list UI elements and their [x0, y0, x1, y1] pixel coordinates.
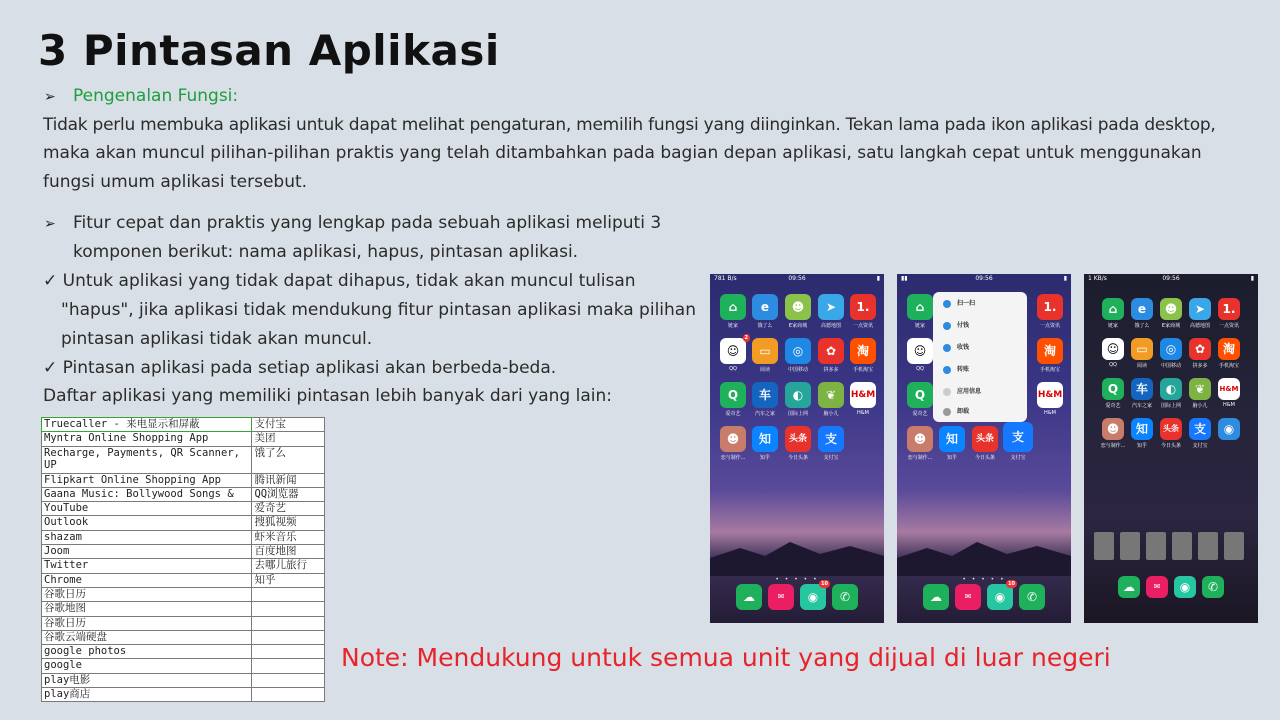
homescreen-thumbnails [1090, 532, 1252, 562]
app-lovemaker[interactable]: ☻ 恋与制作... [905, 426, 935, 461]
table-cell-cn-app [252, 587, 325, 601]
table-row [42, 502, 325, 516]
status-bar: 1 KB/s 09:56 ▮ [1088, 275, 1254, 282]
app-hm[interactable]: H&M H&M [848, 382, 878, 416]
menu-item-transfer[interactable]: 转账 [943, 364, 969, 374]
thumbnail[interactable] [1198, 532, 1218, 560]
app-autohome[interactable]: 车 汽车之家 [750, 382, 780, 417]
news-icon: 1. [1218, 298, 1240, 320]
phone-icon: ✆ [832, 584, 858, 610]
app-ejia[interactable]: ☻ E家商城 [1156, 298, 1186, 329]
table-row [42, 659, 325, 673]
gallery-icon: ✉ [1146, 576, 1168, 598]
app-qq[interactable]: ☺ QQ [905, 338, 935, 372]
trash-icon [943, 408, 951, 416]
table-row [42, 530, 325, 544]
features-bullet-icon: ➢ [44, 216, 56, 232]
penguin-icon: ☺ [907, 338, 933, 364]
table-row [42, 587, 325, 601]
iqiyi-icon: Q [907, 382, 933, 408]
table-cell-cn-app: 腾讯新闻 [252, 473, 325, 487]
app-zhihu[interactable]: 知 知乎 [1127, 418, 1157, 449]
dock-gallery[interactable] [766, 584, 796, 610]
news-icon: 1. [1037, 294, 1063, 320]
book-icon: ▭ [1131, 338, 1153, 360]
app-hm[interactable]: H&M H&M [1035, 382, 1065, 416]
pay-icon [943, 322, 951, 330]
app-toutiao[interactable]: 头条 今日头条 [783, 426, 813, 461]
check-line-2: ✓ Pintasan aplikasi pada setiap aplikasi akan berbeda-beda. [43, 358, 557, 378]
eleme-icon: e [752, 294, 778, 320]
hm-icon: H&M [1037, 382, 1063, 408]
table-cell-app: Truecaller - 来电显示和屏蔽 [42, 418, 252, 432]
table-row [42, 545, 325, 559]
app-extra[interactable] [1214, 418, 1244, 440]
apps-table [41, 417, 325, 702]
thumbnail[interactable] [1172, 532, 1192, 560]
menu-item-receive[interactable]: 收钱 [943, 342, 969, 352]
table-cell-app: 谷歌地图 [42, 602, 252, 616]
toutiao-icon: 头条 [972, 426, 998, 452]
app-naoxiaoer[interactable]: ❦ 脑小儿 [816, 382, 846, 417]
table-cell-app: Gaana Music: Bollywood Songs & [42, 487, 252, 501]
app-taobao[interactable]: 淘 手机淘宝 [1035, 338, 1065, 373]
table-cell-app: shazam [42, 530, 252, 544]
app-chinamobile[interactable]: ◎ 中国移动 [1156, 338, 1186, 369]
app-roaming[interactable]: ◐ 国际上网 [783, 382, 813, 417]
app-iqiyi[interactable]: Q 爱奇艺 [1098, 378, 1128, 409]
app-iqiyi[interactable]: Q 爱奇艺 [718, 382, 748, 417]
car-icon: 车 [1131, 378, 1153, 400]
table-cell-app: google photos [42, 645, 252, 659]
table-cell-cn-app: QQ浏览器 [252, 487, 325, 501]
intro-bullet-icon: ➢ [44, 89, 56, 105]
shop-icon: ☻ [785, 294, 811, 320]
table-cell-app: Myntra Online Shopping App [42, 432, 252, 446]
mountain-graphic [710, 536, 884, 576]
leaf-icon: ❦ [818, 382, 844, 408]
table-row [42, 446, 325, 473]
table-row [42, 645, 325, 659]
thumbnail[interactable] [1094, 532, 1114, 560]
table-cell-app: 谷歌日历 [42, 616, 252, 630]
menu-item-scan[interactable]: 扫一扫 [943, 298, 975, 308]
table-row [42, 688, 325, 702]
dock-phone[interactable] [830, 584, 860, 610]
table-row [42, 630, 325, 644]
table-row [42, 432, 325, 446]
intro-line-3: fungsi umum aplikasi tersebut. [43, 172, 308, 192]
app-alipay-pressed[interactable]: 支 支付宝 [1003, 422, 1033, 461]
dock-wechat[interactable] [921, 584, 951, 610]
dock-wechat[interactable] [734, 584, 764, 610]
dock [710, 581, 884, 614]
dock-camera[interactable] [798, 581, 828, 610]
pdd-icon: ✿ [818, 338, 844, 364]
map-icon: ➤ [1189, 298, 1211, 320]
phone-screenshot-home [710, 274, 884, 623]
status-bar: 781 B/s 09:56 ▮ [714, 275, 880, 282]
toutiao-icon: 头条 [1160, 418, 1182, 440]
table-row [42, 673, 325, 687]
app-yidian[interactable]: 1. 一点资讯 [848, 294, 878, 329]
hm-icon: H&M [850, 382, 876, 408]
features-line-1: Fitur cepat dan praktis yang lengkap pada sebuah aplikasi meliputi 3 [73, 213, 662, 233]
app-autohome[interactable]: 车 汽车之家 [1127, 378, 1157, 409]
news-icon: 1. [850, 294, 876, 320]
app-qq[interactable]: ☺ 2 QQ [718, 338, 748, 372]
camera-icon: ◉ 10 [800, 584, 826, 610]
table-cell-cn-app [252, 602, 325, 616]
app-lovemaker[interactable]: ☻ 恋与制作... [1098, 418, 1128, 449]
app-alipay[interactable]: 支 支付宝 [816, 426, 846, 461]
phone-screenshot-shortcut-menu [897, 274, 1071, 623]
table-cell-app: YouTube [42, 502, 252, 516]
table-row [42, 602, 325, 616]
app-pinduoduo[interactable]: ✿ 拼多多 [816, 338, 846, 373]
home-icon: ⌂ [907, 294, 933, 320]
taobao-icon: 淘 [1218, 338, 1240, 360]
app-toutiao[interactable]: 头条 今日头条 [970, 426, 1000, 461]
taobao-icon: 淘 [1037, 338, 1063, 364]
wechat-icon: ☁ [1118, 576, 1140, 598]
dock [897, 581, 1071, 614]
app-lianjia[interactable]: ⌂ 链家 [905, 294, 935, 329]
thumbnail[interactable] [1224, 532, 1244, 560]
home-icon: ⌂ [1102, 298, 1124, 320]
iqiyi-icon: Q [1102, 378, 1124, 400]
signal-icon: ▮▮ [901, 275, 908, 282]
alipay-icon: 支 [818, 426, 844, 452]
table-cell-cn-app: 虾米音乐 [252, 530, 325, 544]
app-naoxiaoer[interactable]: ❦ 脑小儿 [1185, 378, 1215, 409]
dock-camera[interactable] [985, 581, 1015, 610]
table-cell-cn-app: 支付宝 [252, 418, 325, 432]
menu-item-app-info[interactable]: 应用信息 [943, 386, 981, 396]
dock-wechat[interactable] [1114, 576, 1144, 598]
gallery-icon: ✉ [768, 584, 794, 610]
check-line-1b: "hapus", jika aplikasi tidak mendukung fitur pintasan aplikasi maka pilihan [61, 300, 696, 320]
table-cell-app: Outlook [42, 516, 252, 530]
app-qq[interactable]: ☺ QQ [1098, 338, 1128, 368]
table-row [42, 516, 325, 530]
status-bar: ▮▮ 09:56 ▮ [901, 275, 1067, 282]
dock-camera[interactable] [1170, 576, 1200, 598]
map-icon: ➤ [818, 294, 844, 320]
app-zhihu[interactable]: 知 知乎 [750, 426, 780, 461]
pdd-icon: ✿ [1189, 338, 1211, 360]
table-cell-cn-app: 爱奇艺 [252, 502, 325, 516]
phone-icon: ✆ [1019, 584, 1045, 610]
table-cell-cn-app [252, 659, 325, 673]
dock-gallery[interactable] [953, 584, 983, 610]
note-text: Note: Mendukung untuk semua unit yang dijual di luar negeri [341, 643, 1111, 672]
dock [1084, 576, 1258, 606]
thumbnail[interactable] [1146, 532, 1166, 560]
wechat-icon: ☁ [923, 584, 949, 610]
table-cell-cn-app: 去哪儿旅行 [252, 559, 325, 573]
phone-icon: ✆ [1202, 576, 1224, 598]
globe-icon: ◉ [1218, 418, 1240, 440]
home-icon: ⌂ [720, 294, 746, 320]
book-icon: ▭ [752, 338, 778, 364]
app-reader[interactable]: ▭ 阅读 [750, 338, 780, 373]
battery-icon: ▮ [1250, 275, 1254, 282]
table-cell-app: Flipkart Online Shopping App [42, 473, 252, 487]
shop-icon: ☻ [1160, 298, 1182, 320]
camera-icon: ◉ [1174, 576, 1196, 598]
table-cell-cn-app [252, 630, 325, 644]
table-row [42, 473, 325, 487]
transfer-icon [943, 366, 951, 374]
app-eleme[interactable]: e 饿了么 [750, 294, 780, 329]
table-cell-cn-app: 搜狐视频 [252, 516, 325, 530]
phone-screenshot-edit-mode [1084, 274, 1258, 623]
avatar-icon: ☻ [907, 426, 933, 452]
app-lovemaker[interactable]: ☻ 恋与制作... [718, 426, 748, 461]
table-cell-app: 谷歌日历 [42, 587, 252, 601]
leaf-icon: ❦ [1189, 378, 1211, 400]
thumbnail[interactable] [1120, 532, 1140, 560]
penguin-icon: ☺ 2 [720, 338, 746, 364]
table-cell-app: Twitter [42, 559, 252, 573]
shortcut-menu [933, 292, 1027, 422]
table-cell-app: play电影 [42, 673, 252, 687]
app-pinduoduo[interactable]: ✿ 拼多多 [1185, 338, 1215, 369]
app-yidian[interactable]: 1. 一点资讯 [1035, 294, 1065, 329]
table-cell-app: google [42, 659, 252, 673]
table-cell-app: 谷歌云端硬盘 [42, 630, 252, 644]
table-cell-cn-app [252, 673, 325, 687]
mobile-icon: ◎ [1160, 338, 1182, 360]
table-cell-app: play商店 [42, 688, 252, 702]
app-hm[interactable]: H&M H&M [1214, 378, 1244, 408]
eleme-icon: e [1131, 298, 1153, 320]
zhihu-icon: 知 [752, 426, 778, 452]
dock-phone[interactable] [1017, 584, 1047, 610]
alipay-icon: 支 [1003, 422, 1033, 452]
app-reader[interactable]: ▭ 阅读 [1127, 338, 1157, 369]
intro-line-1: Tidak perlu membuka aplikasi untuk dapat melihat pengaturan, memilih fungsi yang diinginkan. Tekan lama pada ikon aplikasi pada desktop, [43, 115, 1216, 135]
check-line-1a: ✓ Untuk aplikasi yang tidak dapat dihapus, tidak akan muncul tulisan [43, 271, 636, 291]
features-line-2: komponen berikut: nama aplikasi, hapus, pintasan aplikasi. [73, 242, 579, 262]
app-chinamobile[interactable]: ◎ 中国移动 [783, 338, 813, 373]
intro-heading: Pengenalan Fungsi: [73, 86, 239, 106]
dock-gallery[interactable] [1142, 576, 1172, 598]
battery-icon: ▮ [876, 275, 880, 282]
table-cell-app: Joom [42, 545, 252, 559]
penguin-icon: ☺ [1102, 338, 1124, 360]
table-row [42, 559, 325, 573]
receive-icon [943, 344, 951, 352]
taobao-icon: 淘 [850, 338, 876, 364]
table-row [42, 616, 325, 630]
app-amap[interactable]: ➤ 高德地图 [1185, 298, 1215, 329]
globe-icon: ◐ [1160, 378, 1182, 400]
table-cell-cn-app: 饿了么 [252, 446, 325, 473]
table-cell-cn-app: 知乎 [252, 573, 325, 587]
dock-phone[interactable] [1198, 576, 1228, 598]
app-lianjia[interactable]: ⌂ 链家 [718, 294, 748, 329]
app-ejia[interactable]: ☻ E家商城 [783, 294, 813, 329]
table-cell-app: Recharge, Payments, QR Scanner, UP [42, 446, 252, 473]
menu-item-pay[interactable]: 付钱 [943, 320, 969, 330]
avatar-icon: ☻ [1102, 418, 1124, 440]
app-eleme[interactable]: e 饿了么 [1127, 298, 1157, 329]
app-toutiao[interactable]: 头条 今日头条 [1156, 418, 1186, 449]
gallery-icon: ✉ [955, 584, 981, 610]
mountain-graphic [897, 536, 1071, 576]
table-cell-cn-app: 美团 [252, 432, 325, 446]
mobile-icon: ◎ [785, 338, 811, 364]
table-cell-cn-app [252, 616, 325, 630]
avatar-icon: ☻ [720, 426, 746, 452]
globe-icon: ◐ [785, 382, 811, 408]
table-cell-app: Chrome [42, 573, 252, 587]
app-yidian[interactable]: 1. 一点资讯 [1214, 298, 1244, 329]
scan-icon [943, 300, 951, 308]
page-title: 3 Pintasan Aplikasi [38, 26, 500, 75]
wechat-icon: ☁ [736, 584, 762, 610]
info-icon [943, 388, 951, 396]
app-taobao[interactable]: 淘 手机淘宝 [848, 338, 878, 373]
table-cell-cn-app [252, 688, 325, 702]
app-amap[interactable]: ➤ 高德地图 [816, 294, 846, 329]
app-taobao[interactable]: 淘 手机淘宝 [1214, 338, 1244, 369]
table-row [42, 573, 325, 587]
battery-icon: ▮ [1063, 275, 1067, 282]
list-intro: Daftar aplikasi yang memiliki pintasan lebih banyak dari yang lain: [43, 386, 612, 406]
menu-item-uninstall[interactable]: 卸载 [943, 406, 969, 416]
table-cell-cn-app [252, 645, 325, 659]
zhihu-icon: 知 [939, 426, 965, 452]
iqiyi-icon: Q [720, 382, 746, 408]
table-cell-cn-app: 百度地图 [252, 545, 325, 559]
app-alipay[interactable]: 支 支付宝 [1185, 418, 1215, 449]
car-icon: 车 [752, 382, 778, 408]
hm-icon: H&M [1218, 378, 1240, 400]
camera-icon: ◉ 10 [987, 584, 1013, 610]
intro-line-2: maka akan muncul pilihan-pilihan praktis yang telah ditambahkan pada bagian depan aplikasi, satu langkah cepat untuk menggunakan [43, 143, 1202, 163]
app-lianjia[interactable]: ⌂ 链家 [1098, 298, 1128, 329]
page-indicator: • • • • • [962, 576, 1006, 583]
table-row [42, 418, 325, 432]
app-iqiyi[interactable]: Q 爱奇艺 [905, 382, 935, 417]
toutiao-icon: 头条 [785, 426, 811, 452]
app-roaming[interactable]: ◐ 国际上网 [1156, 378, 1186, 409]
app-zhihu[interactable]: 知 知乎 [937, 426, 967, 461]
table-row [42, 487, 325, 501]
check-line-1c: pintasan aplikasi tidak akan muncul. [61, 329, 373, 349]
page-indicator: • • • • • [775, 576, 819, 583]
zhihu-icon: 知 [1131, 418, 1153, 440]
alipay-icon: 支 [1189, 418, 1211, 440]
